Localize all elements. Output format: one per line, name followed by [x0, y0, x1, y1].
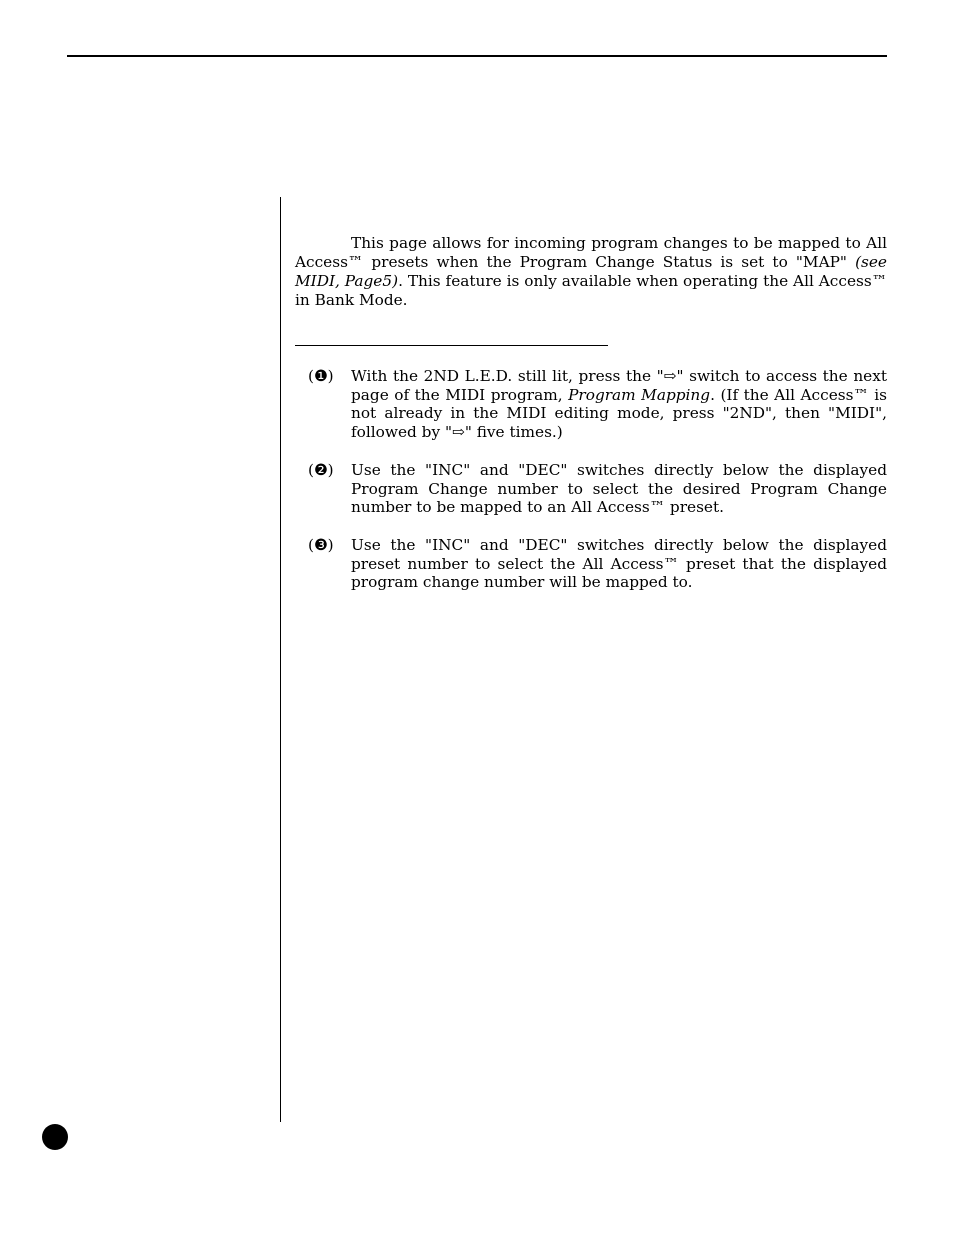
step-1-emphasis: Program Mapping	[568, 385, 711, 404]
intro-paragraph	[295, 234, 887, 310]
page-marker-dot	[42, 1124, 68, 1150]
step-1-text-b: . (If the All Access™ is not already in the MIDI editing mode, press "2ND", then "MIDI", followed by "⇨" five times.)	[351, 385, 887, 442]
margin-rule	[280, 197, 281, 1122]
intro-reference: (see MIDI, Page5)	[295, 253, 887, 290]
step-1	[308, 367, 887, 442]
intro-text: This page allows for incoming program changes to be mapped to All Access™ presets when the Program Change Status is set to "MAP"	[295, 234, 887, 271]
section-rule	[295, 345, 608, 346]
header-rule	[67, 55, 887, 57]
step-2-text: Use the "INC" and "DEC" switches directly below the displayed Program Change number to select the desired Program Change number to be mapped to an All Access™ preset.	[351, 461, 887, 517]
step-1-text	[351, 367, 887, 442]
step-3-marker: (❸)	[308, 536, 334, 554]
step-2	[308, 461, 887, 517]
step-3-text: Use the "INC" and "DEC" switches directly below the displayed preset number to select the All Access™ preset that the displayed program change number will be mapped to.	[351, 536, 887, 592]
step-3	[308, 536, 887, 592]
intro-text-end: . This feature is only available when operating the All Access™ in Bank Mode.	[295, 272, 887, 309]
step-1-marker: (❶)	[308, 367, 334, 385]
step-1-text-a: With the 2ND L.E.D. still lit, press the "⇨" switch to access the next page of the MIDI program,	[351, 367, 887, 404]
step-2-marker: (❷)	[308, 461, 334, 479]
